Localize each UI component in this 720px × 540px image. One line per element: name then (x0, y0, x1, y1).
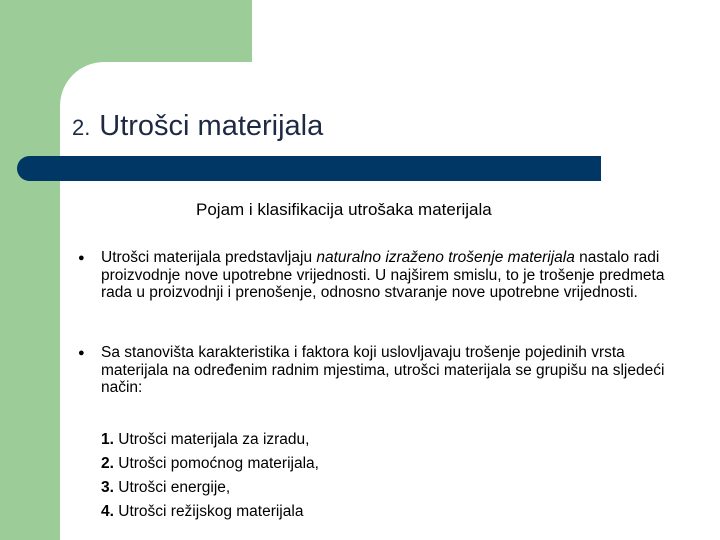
list-item-number: 1. (101, 431, 114, 448)
paragraph-rest: nastalo radi proizvodnje nove upotrebne vrijednosti. U najširem smislu, to je trošenje predmeta rada u proizvodnji i prenošenje, odnosno stvaranje nove upotrebne vrijednosti. (101, 249, 665, 301)
list-item (101, 428, 319, 452)
paragraph-emphasis: naturalno izraženo trošenje materijala (316, 249, 575, 266)
bullet-icon: ● (78, 347, 85, 359)
list-item-number: 4. (101, 503, 114, 520)
slide-subtitle: Pojam i klasifikacija utrošaka materijala (196, 200, 492, 219)
list-item-text: Utrošci materijala za izradu, (113, 431, 310, 448)
paragraph-definition (101, 249, 691, 302)
title-underline-bar (17, 156, 601, 181)
list-item (101, 452, 319, 476)
list-item-number: 2. (101, 455, 114, 472)
slide-number: 2. (72, 115, 91, 140)
classification-list (101, 428, 319, 524)
list-item (101, 500, 319, 524)
paragraph-lead: Utrošci materijala (101, 249, 221, 266)
list-item-number: 3. (101, 479, 114, 496)
list-item (101, 476, 319, 500)
list-item-text: Utrošci režijskog materijala (113, 503, 304, 520)
list-item-text: Utrošci energije, (113, 479, 231, 496)
slide-title-text: Utrošci materijala (99, 110, 324, 142)
slide-title (72, 106, 323, 143)
paragraph-classification: Sa stanovišta karakteristika i faktora koji uslovljavaju trošenje pojedinih vrsta materijala na određenim radnim mjestima, utrošci materijala se grupišu na sljedeći način: (101, 344, 665, 396)
bullet-icon: ● (78, 252, 85, 264)
list-item-text: Utrošci pomoćnog materijala, (113, 455, 319, 472)
paragraph-middle: predstavljaju (220, 249, 317, 266)
